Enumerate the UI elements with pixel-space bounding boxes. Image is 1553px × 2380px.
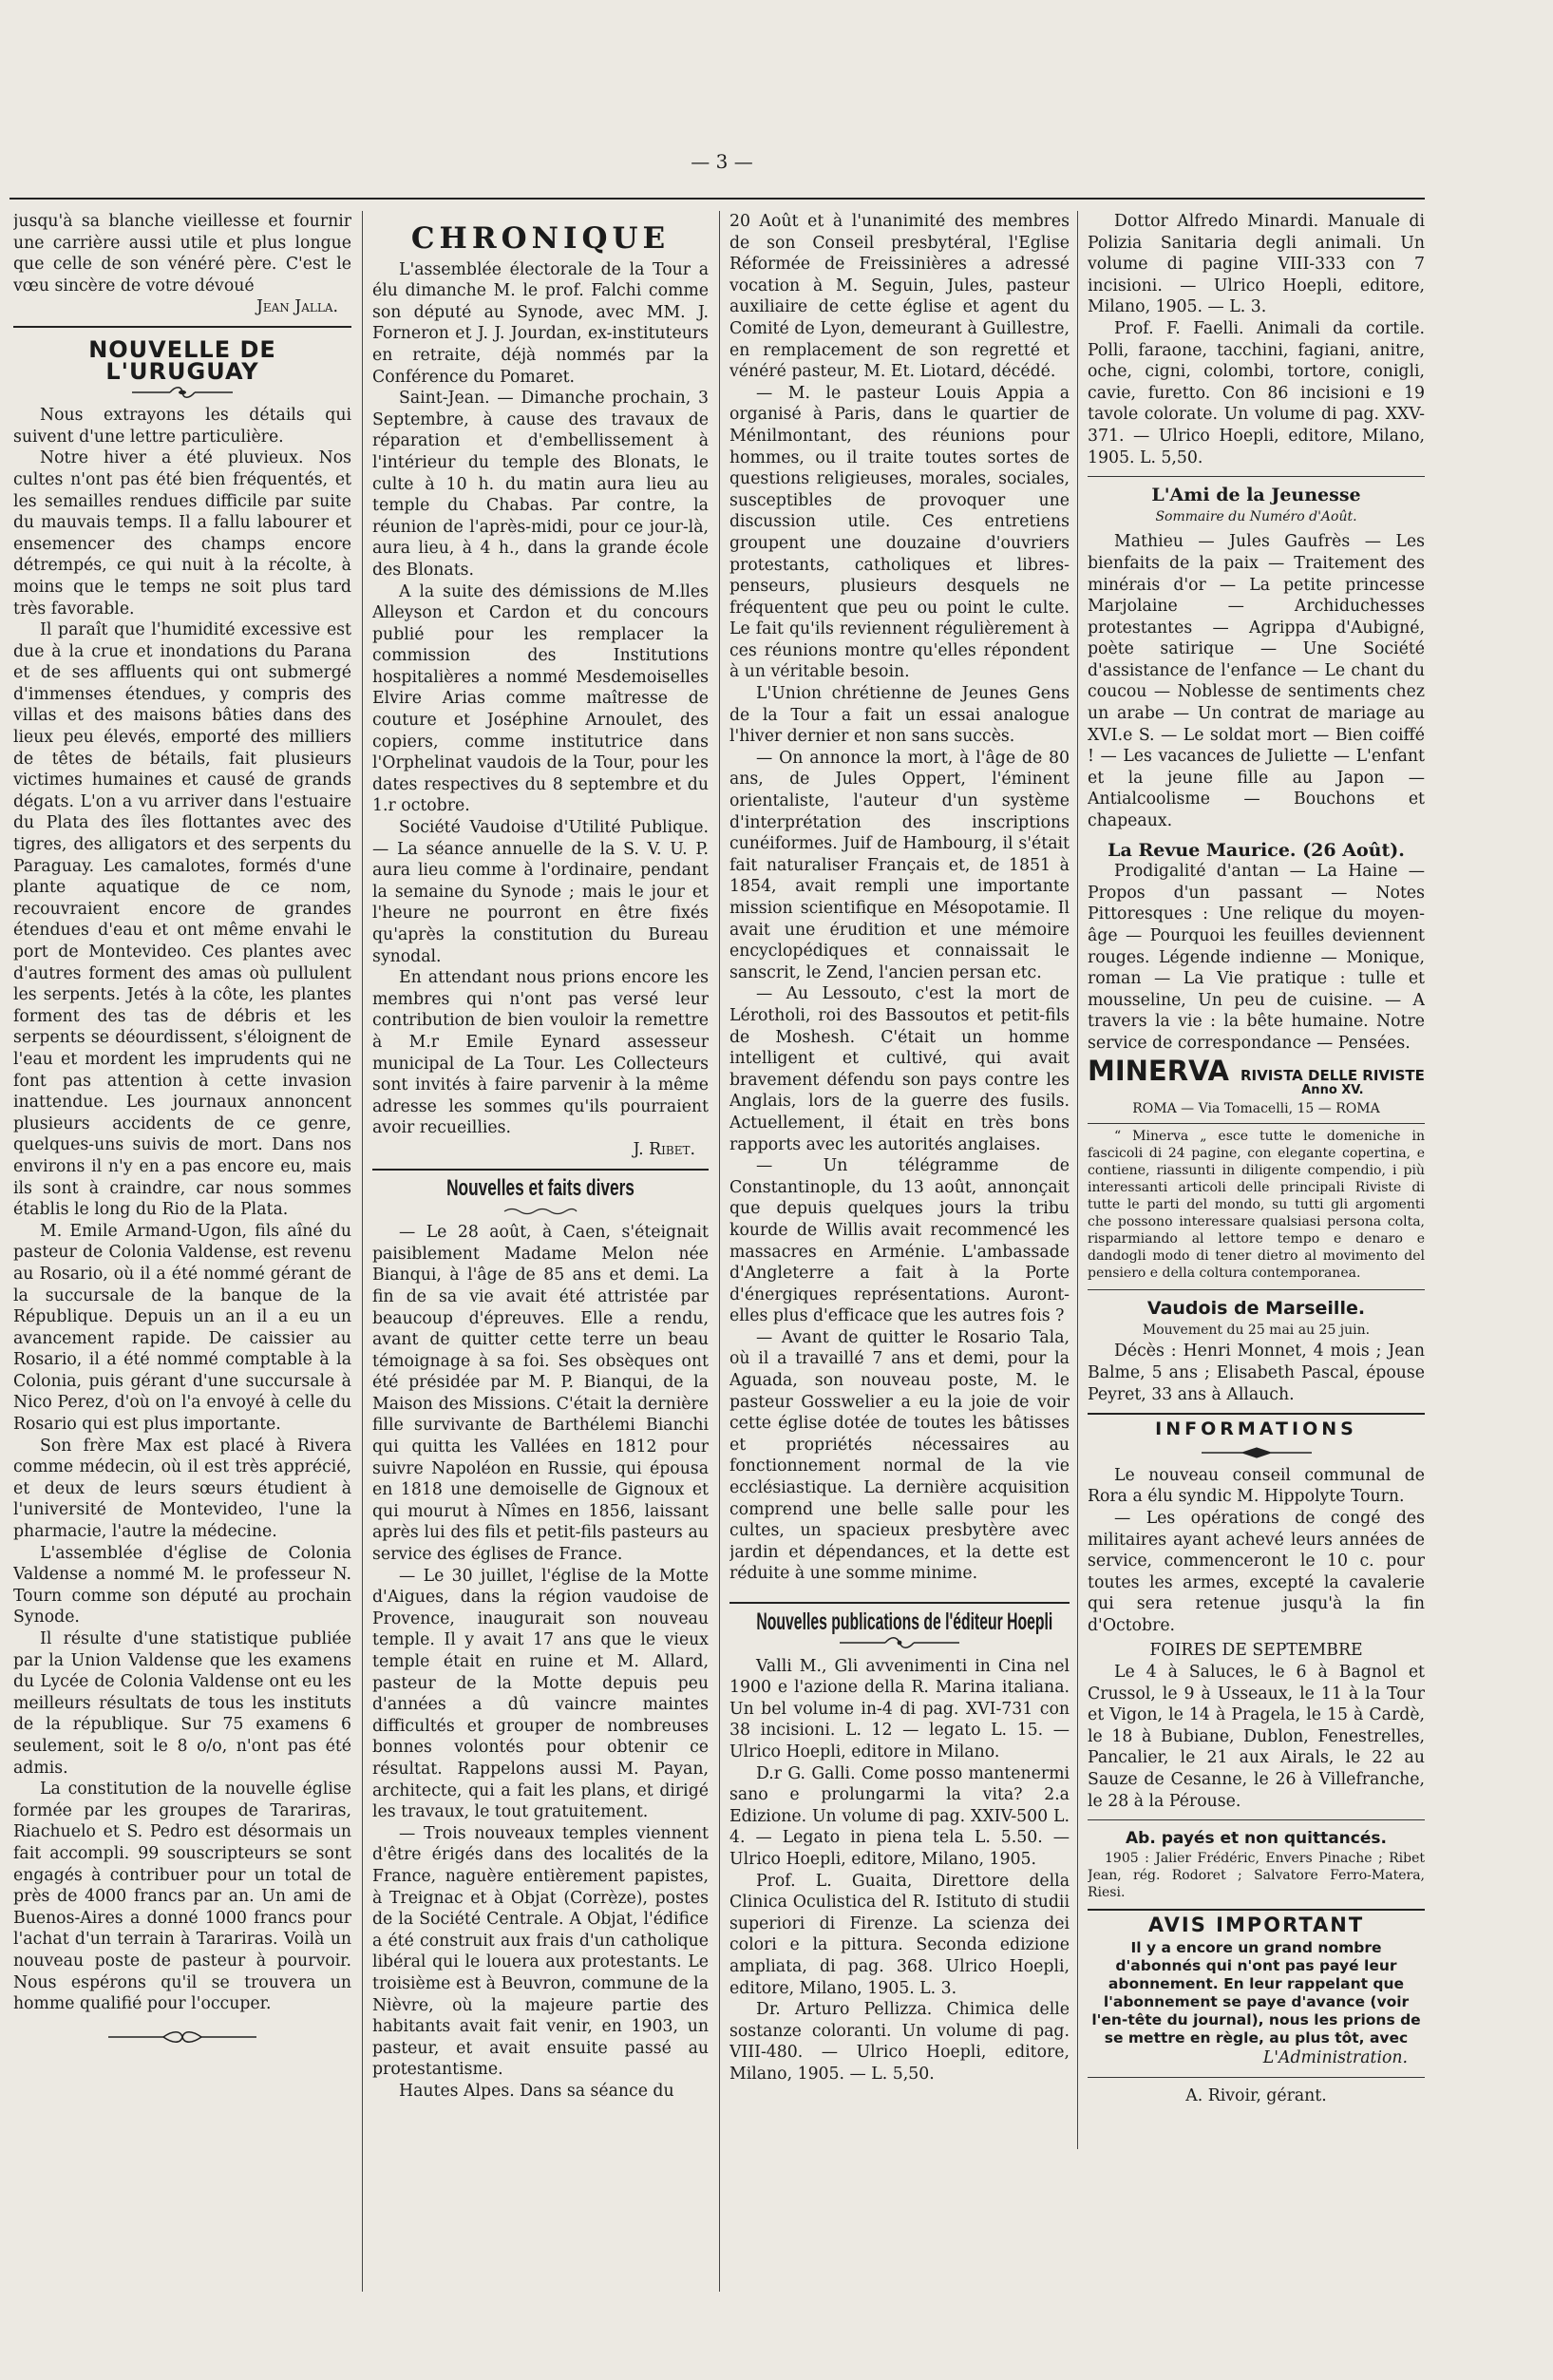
section-subtitle: Sommaire du Numéro d'Août. (1155, 508, 1357, 524)
signature: J. Ribet. (633, 1139, 695, 1159)
column-3 (729, 211, 1070, 2111)
minerva-subtitle (1241, 1068, 1425, 1098)
paragraph: — M. le pasteur Louis Appia a organisé à Paris, dans le quartier de Ménilmontant, des réunions pour hommes, ou il traite toutes sortes de questions religieuses, morales, sociales, susceptibles de provoquer une discussion utile. Ces entretiens groupent une douzaine d'ouvriers protestants, catholiques et libres-penseurs, plusieurs desquels ne fréquentent que peu ou point le culte. Le fait qu'ils reviennent régulièrement à ces réunions montre qu'elles répondent à un véritable besoin. (729, 383, 1070, 682)
page-number: — 3 — (691, 150, 753, 173)
column-4 (1088, 211, 1425, 2111)
header-rule (9, 198, 1425, 200)
paragraph: La constitution de la nouvelle église formée par les groupes de Tarariras, Riachuelo et S. Pedro est désormais un fait accompli. 99 souscripteurs se sont engagés à contribuer pour un total de près de 4000 francs par an. Un ami de Buenos-Aires a donné 1000 francs pour l'achat d'un terrain à Tarariras. Voilà un nouveau poste de pasteur à pourvoir. Nous espérons qu'il se trouvera un homme qualifié pour l'occuper. (13, 1780, 351, 2014)
divider (1088, 1289, 1425, 1290)
section-title-uruguay: NOUVELLE DE L'URUGUAY (88, 335, 276, 385)
ornament-icon (13, 2028, 351, 2044)
paragraph: — Trois nouveaux temples viennent d'être érigés dans des localités de la France, naguère entièrement papistes, à Treignac et à Objat (Corrèze), postes de la Société Centrale. A Objat, l'édifice a été construit aux frais d'un catholique libéral qui le louera aux protestants. Le troisième est à Beuvron, commune de la Nièvre, où la majeure partie des habitants avait fait venir, en 1903, un pasteur, et avait ensuite passé au protestantisme. (372, 1823, 709, 2080)
gerant-signature: A. Rivoir, gérant. (1185, 2086, 1327, 2105)
paragraph: Prodigalité d'antan — La Haine — Propos d'un passant — Notes Pittoresques : Une relique du moyen-âge — Pourquoi les feuilles deviennent rouges. Légende indienne — Monique, roman — La Vie pratique : tulle et mousseline, Un peu de cuisine. — A travers la vie : la bête humaine. Notre service de correspondance — Pensées. (1088, 862, 1425, 1053)
section-title-ami: L'Ami de la Jeunesse (1151, 485, 1361, 506)
column-divider (1077, 211, 1078, 2149)
section-title-abonnes: Ab. payés et non quittancés. (1126, 1829, 1387, 1849)
paragraph: L'assemblée d'église de Colonia Valdense a nommé M. le professeur N. Tourn comme son député au prochain Synode. (13, 1543, 351, 1628)
section-title-revue: La Revue Maurice. (26 Août). (1108, 839, 1405, 861)
minerva-subtitle-line: RIVISTA DELLE RIVISTE (1240, 1066, 1425, 1084)
paragraph: D.r G. Galli. Come posso mantenermi sano e prolungarmi la vita? 2.a Edizione. Un volume di pag. XXIV-500 L. 4. — Legato in piena tela L. 5.50. — Ulrico Hoepli, editore, Milano, 1905. (729, 1763, 1070, 1869)
divider (729, 1602, 1070, 1604)
paragraph: 1905 : Jalier Frédéric, Envers Pinache ; Ribet Jean, rég. Rodoret ; Salvatore Ferro-Matera, Riesi. (1088, 1850, 1425, 1900)
section-title-marseille: Vaudois de Marseille. (1146, 1298, 1366, 1320)
paragraph: Hautes Alpes. Dans sa séance du (399, 2081, 674, 2101)
paragraph: — Au Lessouto, c'est la mort de Lérotholi, roi des Bassoutos et petit-fils de Moshesh. C'était un homme intelligent et cultivé, qui avait bravement défendu son pays contre les Anglais, lors de la guerre des fusils. Actuellement, il était en très bons rapports avec les autorités anglaises. (729, 984, 1070, 1154)
minerva-title: MINERVA (1088, 1054, 1229, 1087)
section-title-hoepli: Nouvelles publications de l'éditeur Hoepli (756, 1609, 1053, 1635)
paragraph: Le nouveau conseil communal de Rora a élu syndic M. Hippolyte Tourn. (1088, 1465, 1425, 1507)
paragraph: Décès : Henri Monnet, 4 mois ; Jean Balme, 5 ans ; Elisabeth Pascal, épouse Peyret, 33 ans à Allauch. (1088, 1342, 1425, 1404)
section-title-avis: AVIS IMPORTANT (1147, 1913, 1365, 1936)
paragraph: Prof. L. Guaita, Direttore della Clinica Oculistica del R. Istituto di studii superiori di Firenze. La scienza dei colori e la pittura. Seconda edizione ampliata, di pag. 368. Ulrico Hoepli, editore, Milano, 1905. L. 3. (729, 1871, 1070, 1998)
paragraph: L'Union chrétienne de Jeunes Gens de la Tour a fait un essai analogue l'hiver dernier et non sans succès. (729, 684, 1070, 747)
paragraph: Il paraît que l'humidité excessive est due à la crue et inondations du Parana et de ses affluents qui ont submergé d'immenses étendues, y compris des villas et des maisons bâties dans des lieux peu élevés, emporté des milliers de têtes de bétails, fait plusieurs victimes humaines et causé de grands dégats. L'on a vu arriver dans l'estuaire du Plata des îles flottantes avec des tigres, des alligators et des serpents du Paraguay. Les camalotes, formés d'une plante aquatique de ce nom, recouvraient encore de grandes étendues d'eau et ont même envahi le port de Montevideo. Ces plantes avec d'autres forment des amas où pullulent les serpents. Jetés à la côte, les plantes forment des tas de débris et les serpents se déourdissent, s'éloignent de l'eau et mordent les imprudents qui ne font pas attention à cette invasion inattendue. Les journaux annoncent plusieurs accidents de ce genre, quelques-uns suivis de mort. Dans nos environs il n'y en a pas encore eu, mais ils sont à craindre, car nous sommes établis le long du Rio de la Plata. (13, 620, 351, 1220)
paragraph: M. Emile Armand-Ugon, fils aîné du pasteur de Colonia Valdense, est revenu au Rosario, où il a été nommé gérant de la succursale de la banque de la République. Depuis un an il a eu un avancement rapide. De caissier au Rosario, il a été nommé comptable à la Colonia, puis gérant d'une succursale à Nico Perez, d'où on l'a envoyé à celle du Rosario qui est plus importante. (13, 1221, 351, 1435)
section-title-faits: Nouvelles et faits divers (446, 1174, 634, 1201)
paragraph: jusqu'à sa blanche vieillesse et fournir une carrière aussi utile et plus longue que celle de son vénéré père. C'est le vœu sincère de votre dévoué (13, 212, 351, 295)
column-2 (372, 211, 709, 2301)
signature: Jean Jalla. (256, 297, 338, 317)
divider (1088, 1413, 1425, 1415)
column-divider (362, 211, 363, 2292)
section-subtitle: Mouvement du 25 mai au 25 juin. (1142, 1322, 1371, 1338)
minerva-header (1088, 1054, 1425, 1098)
paragraph: Dottor Alfredo Minardi. Manuale di Polizia Sanitaria degli animali. Un volume di pagine VIII-333 con 7 incisioni. — Ulrico Hoepli, editore, Milano, 1905. — L. 3. (1088, 212, 1425, 317)
column-1 (13, 211, 351, 2292)
divider (372, 1169, 709, 1171)
paragraph: 20 Août et à l'unanimité des membres de son Conseil presbytéral, l'Eglise Réformée de Freissinières a adressé vocation à M. Seguin, Jules, pasteur auxiliaire de cette église et agent du Comité de Lyon, demeurant à Guillestre, en remplacement de son regretté et vénéré pasteur, M. Et. Liotard, décédé. (729, 212, 1070, 382)
paragraph: Dr. Arturo Pellizza. Chimica delle sostanze coloranti. Un volume di pag. VIII-480. — Ulrico Hoepli, editore, Milano, 1905. — L. 5,50. (729, 2000, 1070, 2084)
divider (1088, 2077, 1425, 2078)
paragraph: En attendant nous prions encore les membres qui n'ont pas versé leur contribution de bien vouloir la remettre à M.r Emile Eynard assesseur municipal de La Tour. Les Collecteurs sont invités à faire parvenir à la même adresse les sommes qu'ils pourraient avoir recueillies. (372, 968, 709, 1138)
ornament-icon (13, 384, 351, 399)
paragraph: — Le 28 août, à Caen, s'éteignait paisiblement Madame Melon née Bianqui, à l'âge de 85 ans et demi. La fin de sa vie avait été attristée par beaucoup d'épreuves. Elle a rendu, avant de quitter cette terre un beau témoignage à sa foi. Ses obsèques ont été présidée par M. P. Bianqui, de la Maison des Missions. C'était la dernière fille survivante de Barthélemi Bianchi qui quitta les Vallées en 1812 pour suivre Napoléon en Russie, qui épousa en 1818 une demoiselle de Gignoux et qui mourut à Nîmes en 1856, laissant après lui des fils et petit-fils pasteurs au service des églises de France. (372, 1223, 709, 1565)
paragraph: — Le 30 juillet, l'église de la Motte d'Aigues, dans la région vaudoise de Provence, inaugurait son nouveau temple. Il y avait 17 ans que le vieux temple était en ruine et M. Allard, pasteur de la Motte depuis peu d'années a dû vaincre maintes difficultés et grouper de nombreuses bonnes volontés pour obtenir ce résultat. Rappelons aussi M. Payan, architecte, qui a fait les plans, et dirigé les travaux, le tout gratuitement. (372, 1566, 709, 1822)
paragraph: Le 4 à Saluces, le 6 à Bagnol et Crussol, le 9 à Usseaux, le 11 à la Tour et Vigon, le 14 à Pragela, le 15 à Cardè, le 18 à Bubiane, Dublon, Fenestrelles, Pancalier, le 21 aux Airals, le 22 au Sauze de Cesanne, le 26 à Villefranche, le 28 à la Pérouse. (1088, 1663, 1425, 1811)
paragraph: A la suite des démissions de M.lles Alleyson et Cardon et du concours publié pour les remplacer la commission des Institutions hospitalières a nommé Mesdemoiselles Elvire Arias comme maîtresse de couture et Joséphine Arnoulet, des copiers, comme institutrice dans l'Orphelinat vaudois de la Tour, pour les dates respectives du 8 septembre et du 1.r octobre. (372, 581, 709, 816)
minerva-address: ROMA — Via Tomacelli, 15 — ROMA (1132, 1100, 1380, 1116)
paragraph: — Un télégramme de Constantinople, du 13 août, annonçait que depuis quelques jours la tribu kourde de Willis avait recommencé les massacres en Arménie. L'ambassade d'Angleterre a fait à la Porte d'énergiques représentations. Auront-elles plus d'efficace que les autres fois ? (729, 1156, 1070, 1326)
minerva-year: Anno XV. (1301, 1082, 1364, 1097)
administration-signature: L'Administration. (1262, 2048, 1408, 2068)
paragraph: “ Minerva „ esce tutte le domeniche in fascicoli di 24 pagine, con elegante copertina, e contiene, riassunti in diligente compendio, i più interessanti articoli delle principali Riviste di tutte le parti del mondo, su tutti gli argomenti che possono interessare qualsiasi persona colta, risparmiando al lettore tempo e denaro e dandogli modo di tener dietro al movimento del pensiero e della coltura contemporanea. (1088, 1129, 1425, 1282)
divider (1088, 1123, 1425, 1124)
divider (1088, 476, 1425, 477)
divider (1088, 1909, 1425, 1911)
foires-title: FOIRES DE SEPTEMBRE (1149, 1641, 1363, 1661)
paragraph: Société Vaudoise d'Utilité Publique. — La séance annuelle de la S. V. U. P. aura lieu comme à l'ordinaire, pendant la semaine du Synode ; mais le jour et l'heure ne pourront en être fixés qu'après la constitution du Bureau synodal. (372, 818, 709, 966)
paragraph: Il résulte d'une statistique publiée par la Union Valdense que les examens du Lycée de Colonia Valdense ont eu les meilleurs résultats de tous les instituts de la république. Sur 75 examens 6 seulement, soit le 8 o/o, n'ont pas été admis. (13, 1629, 351, 1778)
avis-text: Il y a encore un grand nombre d'abonnés qui n'ont pas payé leur abonnement. En leur rappelant que l'abonnement se paye d'avance (voir l'en-tête du journal), nous les prions de se mettre en règle, au plus tôt, avec (1091, 1939, 1421, 2047)
ornament-icon (1088, 1444, 1425, 1459)
paragraph: — On annonce la mort, à l'âge de 80 ans, de Jules Oppert, l'éminent orientaliste, l'auteur d'un système d'interprétation des inscriptions cunéiformes. Juif de Hambourg, il s'était fait naturaliser Français et, de 1851 à 1854, avait rempli une importante mission scientifique en Mésopotamie. Il avait une érudition et une mémoire encyclopédiques et connaissait le sanscrit, le Zend, l'ancien persan etc. (729, 748, 1070, 982)
paragraph: Valli M., Gli avvenimenti in Cina nel 1900 e l'azione della R. Marina italiana. Un bel volume in-4 di pag. XVI-731 con 38 incisioni. L. 12 — legato L. 15. — Ulrico Hoepli, editore in Milano. (729, 1656, 1070, 1761)
paragraph: Son frère Max est placé à Rivera comme médecin, où il est très apprécié, et deux de leurs sœurs étudient à l'université de Montevideo, l'une la pharmacie, l'autre la médecine. (13, 1436, 351, 1542)
paragraph: Saint-Jean. — Dimanche prochain, 3 Septembre, à cause des travaux de réparation et d'embellissement à l'intérieur du temple des Blonats, le culte à 10 h. du matin aura lieu au temple du Chabas. Par contre, la réunion de l'après-midi, pour ce jour-là, aura lieu, à 4 h., dans la grande école des Blonats. (372, 389, 709, 580)
divider (13, 326, 351, 328)
section-title-informations: INFORMATIONS (1155, 1418, 1357, 1440)
paragraph: — Les opérations de congé des militaires ayant achevé leurs années de service, commenceront le 10 c. pour toutes les armes, excepté la cavalerie qui sera retenue jusqu'à la fin d'Octobre. (1088, 1508, 1425, 1635)
paragraph: — Avant de quitter le Rosario Tala, où il a travaillé 7 ans et demi, pour la Aguada, son nouveau poste, M. le pasteur Gosswelier a eu la joie de voir cette église dotée de toutes les bâtisses et propriétés nécessaires au fonctionnement normal de la vie ecclésiastique. La dernière acquisition comprend une belle salle pour les cultes, un spacieux presbytère avec jardin et dépendances, et la dette est réduite à une somme minime. (729, 1327, 1070, 1584)
divider (1088, 1819, 1425, 1820)
ornament-icon (729, 1635, 1070, 1650)
paragraph: Mathieu — Jules Gaufrès — Les bienfaits de la paix — Traitement des minérais d'or — La petite princesse Marjolaine — Archiduchesses protestantes — Agrippa d'Aubigné, poète satirique — Une Société d'assistance de l'enfance — Le chant du coucou — Noblesse de sentiments chez un arabe — Un contrat de mariage au XVI.e S. — Le soldat mort — Bien coiffé ! — Les vacances de Juliette — L'enfant et la jeune fille au Japon — Antialcoolisme — Bouchons et chapeaux. (1088, 532, 1425, 831)
paragraph: Prof. F. Faelli. Animali da cortile. Polli, faraone, tacchini, fagiani, anitre, oche, cigni, colombi, tortore, conigli, cavie, furetto. Con 86 incisioni e 19 tavole colorate. Un volume di pag. XXV-371. — Ulrico Hoepli, editore, Milano, 1905. L. 5,50. (1088, 318, 1425, 467)
section-title-chronique: CHRONIQUE (410, 221, 671, 256)
ornament-icon (372, 1201, 709, 1216)
paragraph: Notre hiver a été pluvieux. Nos cultes n'ont pas été bien fréquentés, et les semailles rendues difficile par suite du mauvais temps. Il a fallu labourer et ensemencer des champs encore détrempés, ce qui nuit à la récolte, à moins que le temps ne soit plus tard très favorable. (13, 448, 351, 619)
paragraph: Nous extrayons les détails qui suivent d'une lettre particulière. (13, 406, 351, 447)
paragraph: L'assemblée électorale de la Tour a élu dimanche M. le prof. Falchi comme son député au Synode, avec MM. J. Forneron et J. J. Jourdan, ex-instituteurs en retraite, déjà nommés par la Conférence du Pomaret. (372, 259, 709, 387)
column-divider (719, 211, 720, 2292)
